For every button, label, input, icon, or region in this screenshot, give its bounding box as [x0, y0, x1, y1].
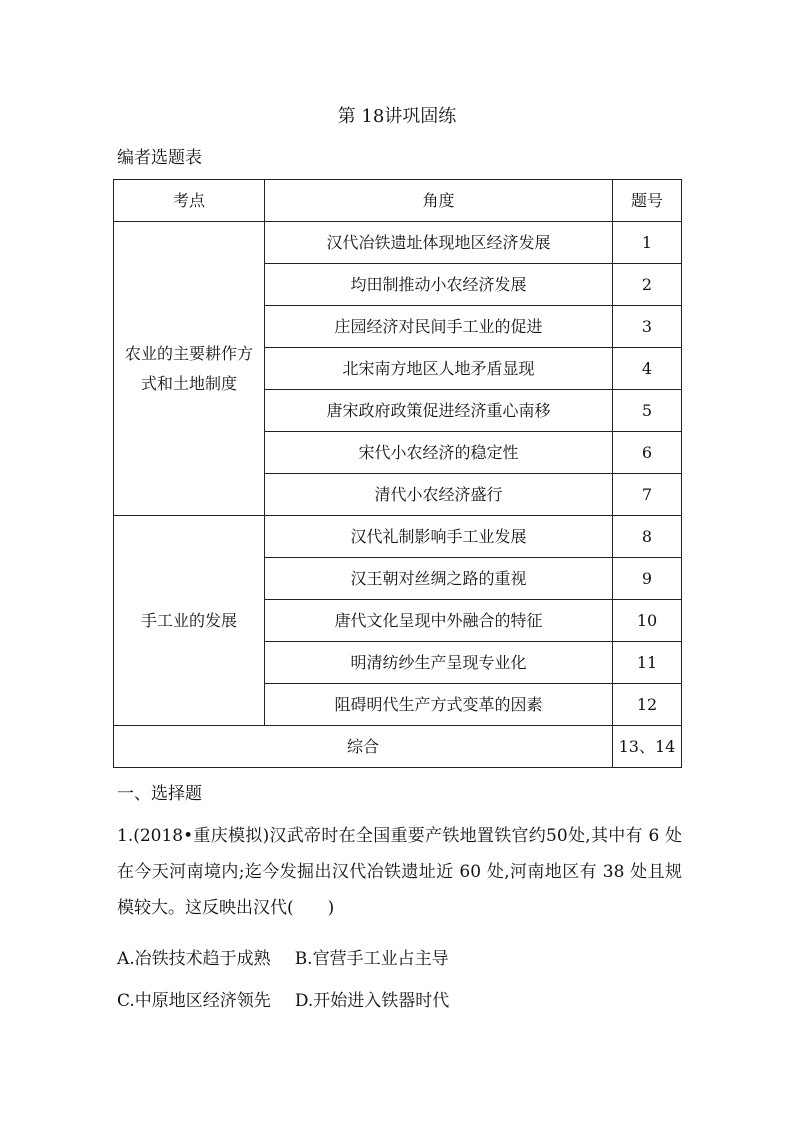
angle-cell: 唐代文化呈现中外融合的特征 [265, 600, 613, 642]
section-heading: 一、选择题 [117, 784, 202, 804]
table-header-row [114, 180, 682, 222]
angle-cell: 宋代小农经济的稳定性 [265, 432, 613, 474]
table-row [114, 222, 682, 264]
number-cell: 6 [613, 432, 682, 474]
angle-cell: 唐宋政府政策促进经济重心南移 [265, 390, 613, 432]
number-cell: 11 [613, 642, 682, 684]
question-stem: 1.(2018•重庆模拟)汉武帝时在全国重要产铁地置铁官约50处,其中有 6 处在今天河南境内;迄今发掘出汉代冶铁遗址近 60 处,河南地区有 38 处且规模较大。这反映出汉代( ) [117, 826, 682, 918]
angle-cell: 庄园经济对民间手工业的促进 [265, 306, 613, 348]
header-number: 题号 [613, 180, 682, 222]
group-topic-agriculture: 农业的主要耕作方式和土地制度 [114, 222, 265, 516]
number-cell: 5 [613, 390, 682, 432]
options-row [117, 947, 449, 971]
angle-cell: 清代小农经济盛行 [265, 474, 613, 516]
option-c[interactable]: C.中原地区经济领先 [117, 991, 271, 1011]
angle-cell: 明清纺纱生产呈现专业化 [265, 642, 613, 684]
option-a[interactable]: A.冶铁技术趋于成熟 [117, 949, 271, 969]
angle-cell: 均田制推动小农经济发展 [265, 264, 613, 306]
option-b[interactable]: B.官营手工业占主导 [294, 949, 449, 969]
angle-cell: 汉代礼制影响手工业发展 [265, 516, 613, 558]
header-topic: 考点 [114, 180, 265, 222]
number-cell: 4 [613, 348, 682, 390]
number-cell: 2 [613, 264, 682, 306]
number-cell: 1 [613, 222, 682, 264]
number-cell: 8 [613, 516, 682, 558]
header-angle: 角度 [265, 180, 613, 222]
number-cell: 7 [613, 474, 682, 516]
number-cell: 10 [613, 600, 682, 642]
summary-row [114, 726, 682, 768]
option-d[interactable]: D.开始进入铁器时代 [294, 991, 450, 1011]
angle-cell: 北宋南方地区人地矛盾显现 [265, 348, 613, 390]
summary-label: 综合 [114, 726, 613, 768]
angle-cell: 汉王朝对丝绸之路的重视 [265, 558, 613, 600]
page-title: 第 18讲巩固练 [337, 106, 457, 127]
angle-cell: 阻碍明代生产方式变革的因素 [265, 684, 613, 726]
table-row [114, 516, 682, 558]
number-cell: 9 [613, 558, 682, 600]
summary-number: 13、14 [613, 726, 682, 768]
number-cell: 3 [613, 306, 682, 348]
options-row [117, 989, 449, 1013]
number-cell: 12 [613, 684, 682, 726]
group-topic-handicraft: 手工业的发展 [114, 516, 265, 726]
topic-selection-table [113, 179, 682, 768]
table-caption: 编者选题表 [117, 148, 202, 168]
angle-cell: 汉代冶铁遗址体现地区经济发展 [265, 222, 613, 264]
